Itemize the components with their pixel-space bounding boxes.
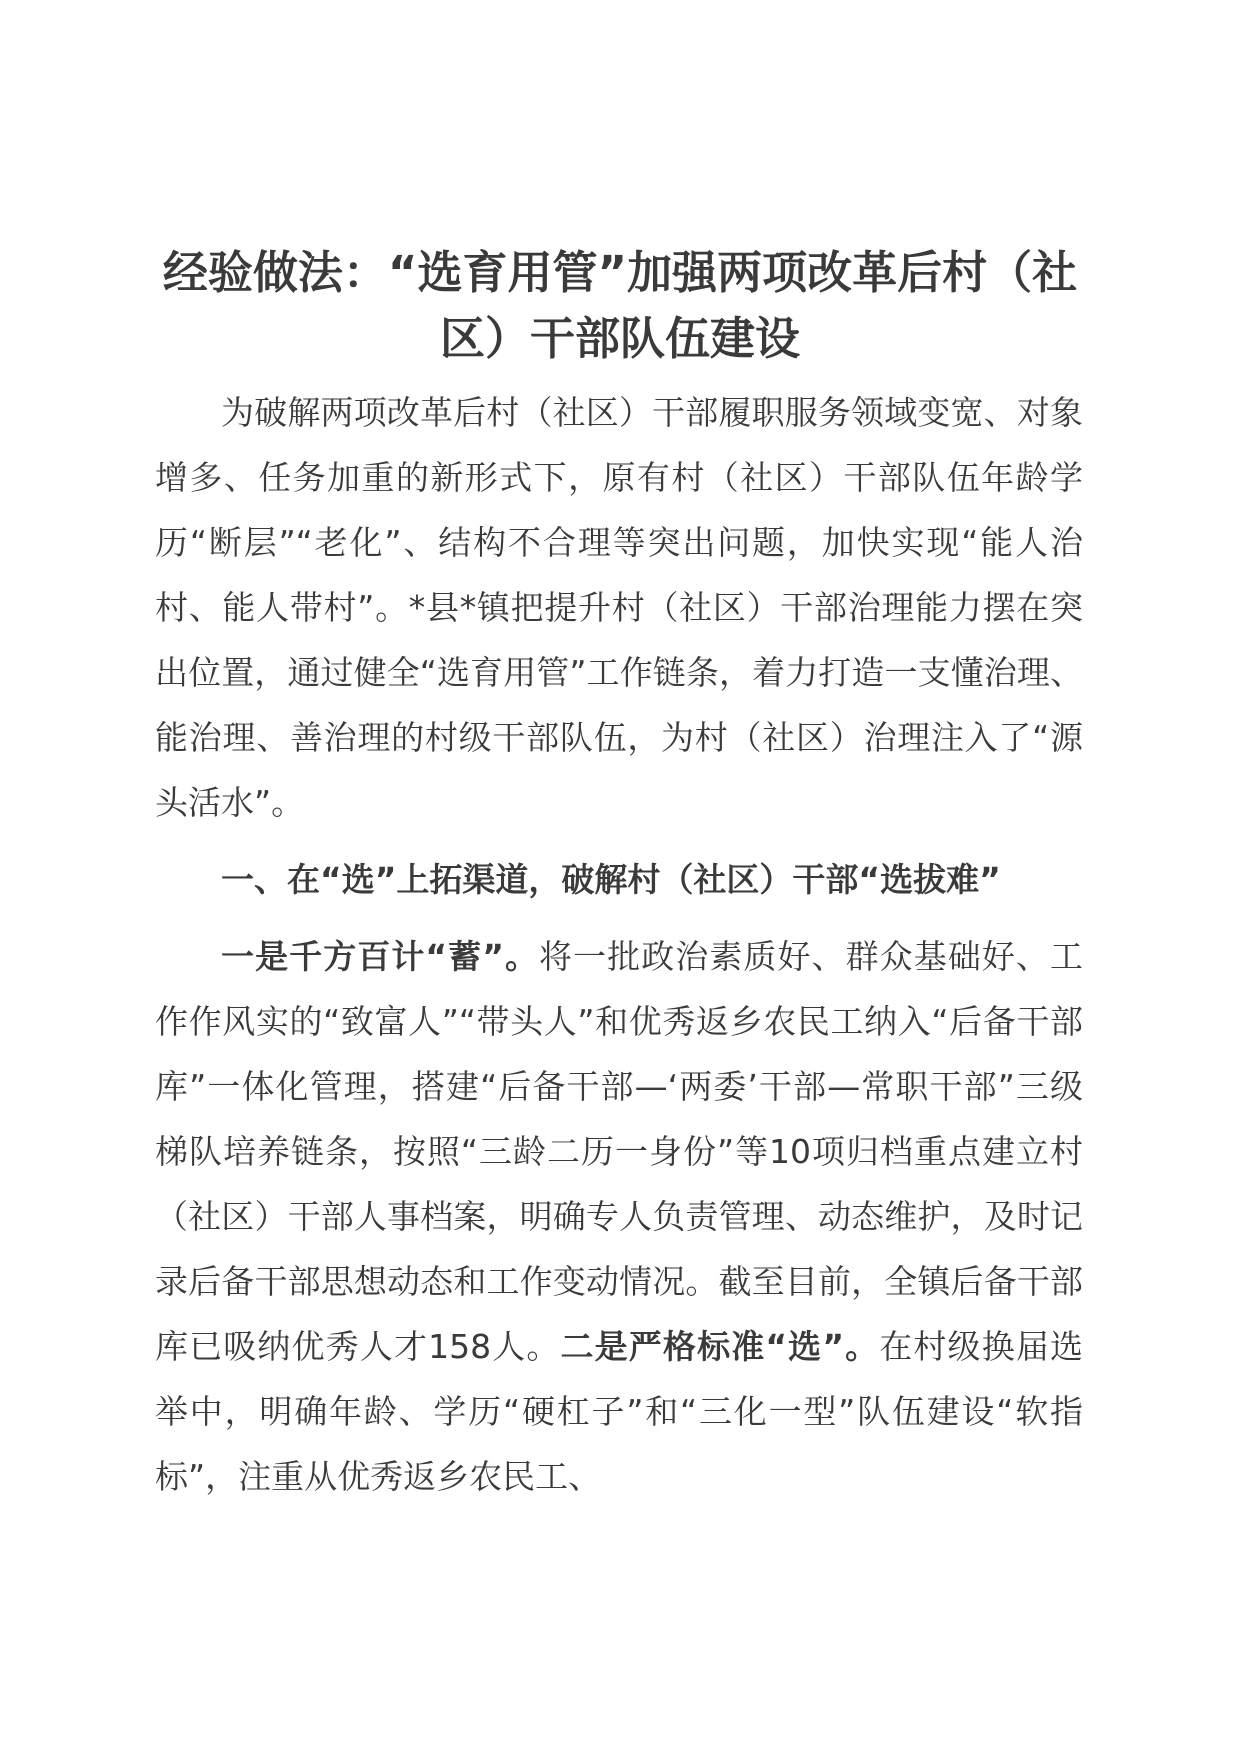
document-title: 经验做法：“选育用管”加强两项改革后村（社区）干部队伍建设 bbox=[162, 246, 1078, 365]
intro-paragraph: 为破解两项改革后村（社区）干部履职服务领域变宽、对象增多、任务加重的新形式下，原有村（社区）干部队伍年龄学历“断层”“老化”、结构不合理等突出问题，加快实现“能人治村、能人带村”。*县*镇把提升村（社区）干部治理能力摆在突出位置，通过健全“选育用管”工作链条，着力打造一支懂治理、能治理、善治理的村级干部队伍，为村（社区）治理注入了“源头活水”。 bbox=[155, 393, 1083, 822]
item1-text: 将一批政治素质好、群众基础好、工作作风实的“致富人”“带头人”和优秀返乡农民工纳入“后备干部库”一体化管理，搭建“后备干部—‘两委’干部—常职干部”三级梯队培养链条，按照“三龄二历一身份”等10项归档重点建立村（社区）干部人事档案，明确专人负责管理、动态维护，及时记录后备干部思想动态和工作变动情况。截至目前，全镇后备干部库已吸纳优秀人才158人。 bbox=[155, 937, 1083, 1366]
item2-lead: 二是严格标准“选”。 bbox=[560, 1327, 880, 1366]
item2-text: 在村级换届选举中，明确年龄、学历“硬杠子”和“三化一型”队伍建设“软指标”，注重从优秀返乡农民工、 bbox=[155, 1327, 1083, 1496]
document-body bbox=[155, 380, 1083, 1509]
section-heading: 一、在“选”上拓渠道，破解村（社区）干部“选拔难” bbox=[221, 860, 1001, 899]
section-paragraph bbox=[155, 924, 1083, 1509]
item1-lead: 一是千方百计“蓄”。 bbox=[221, 937, 540, 976]
